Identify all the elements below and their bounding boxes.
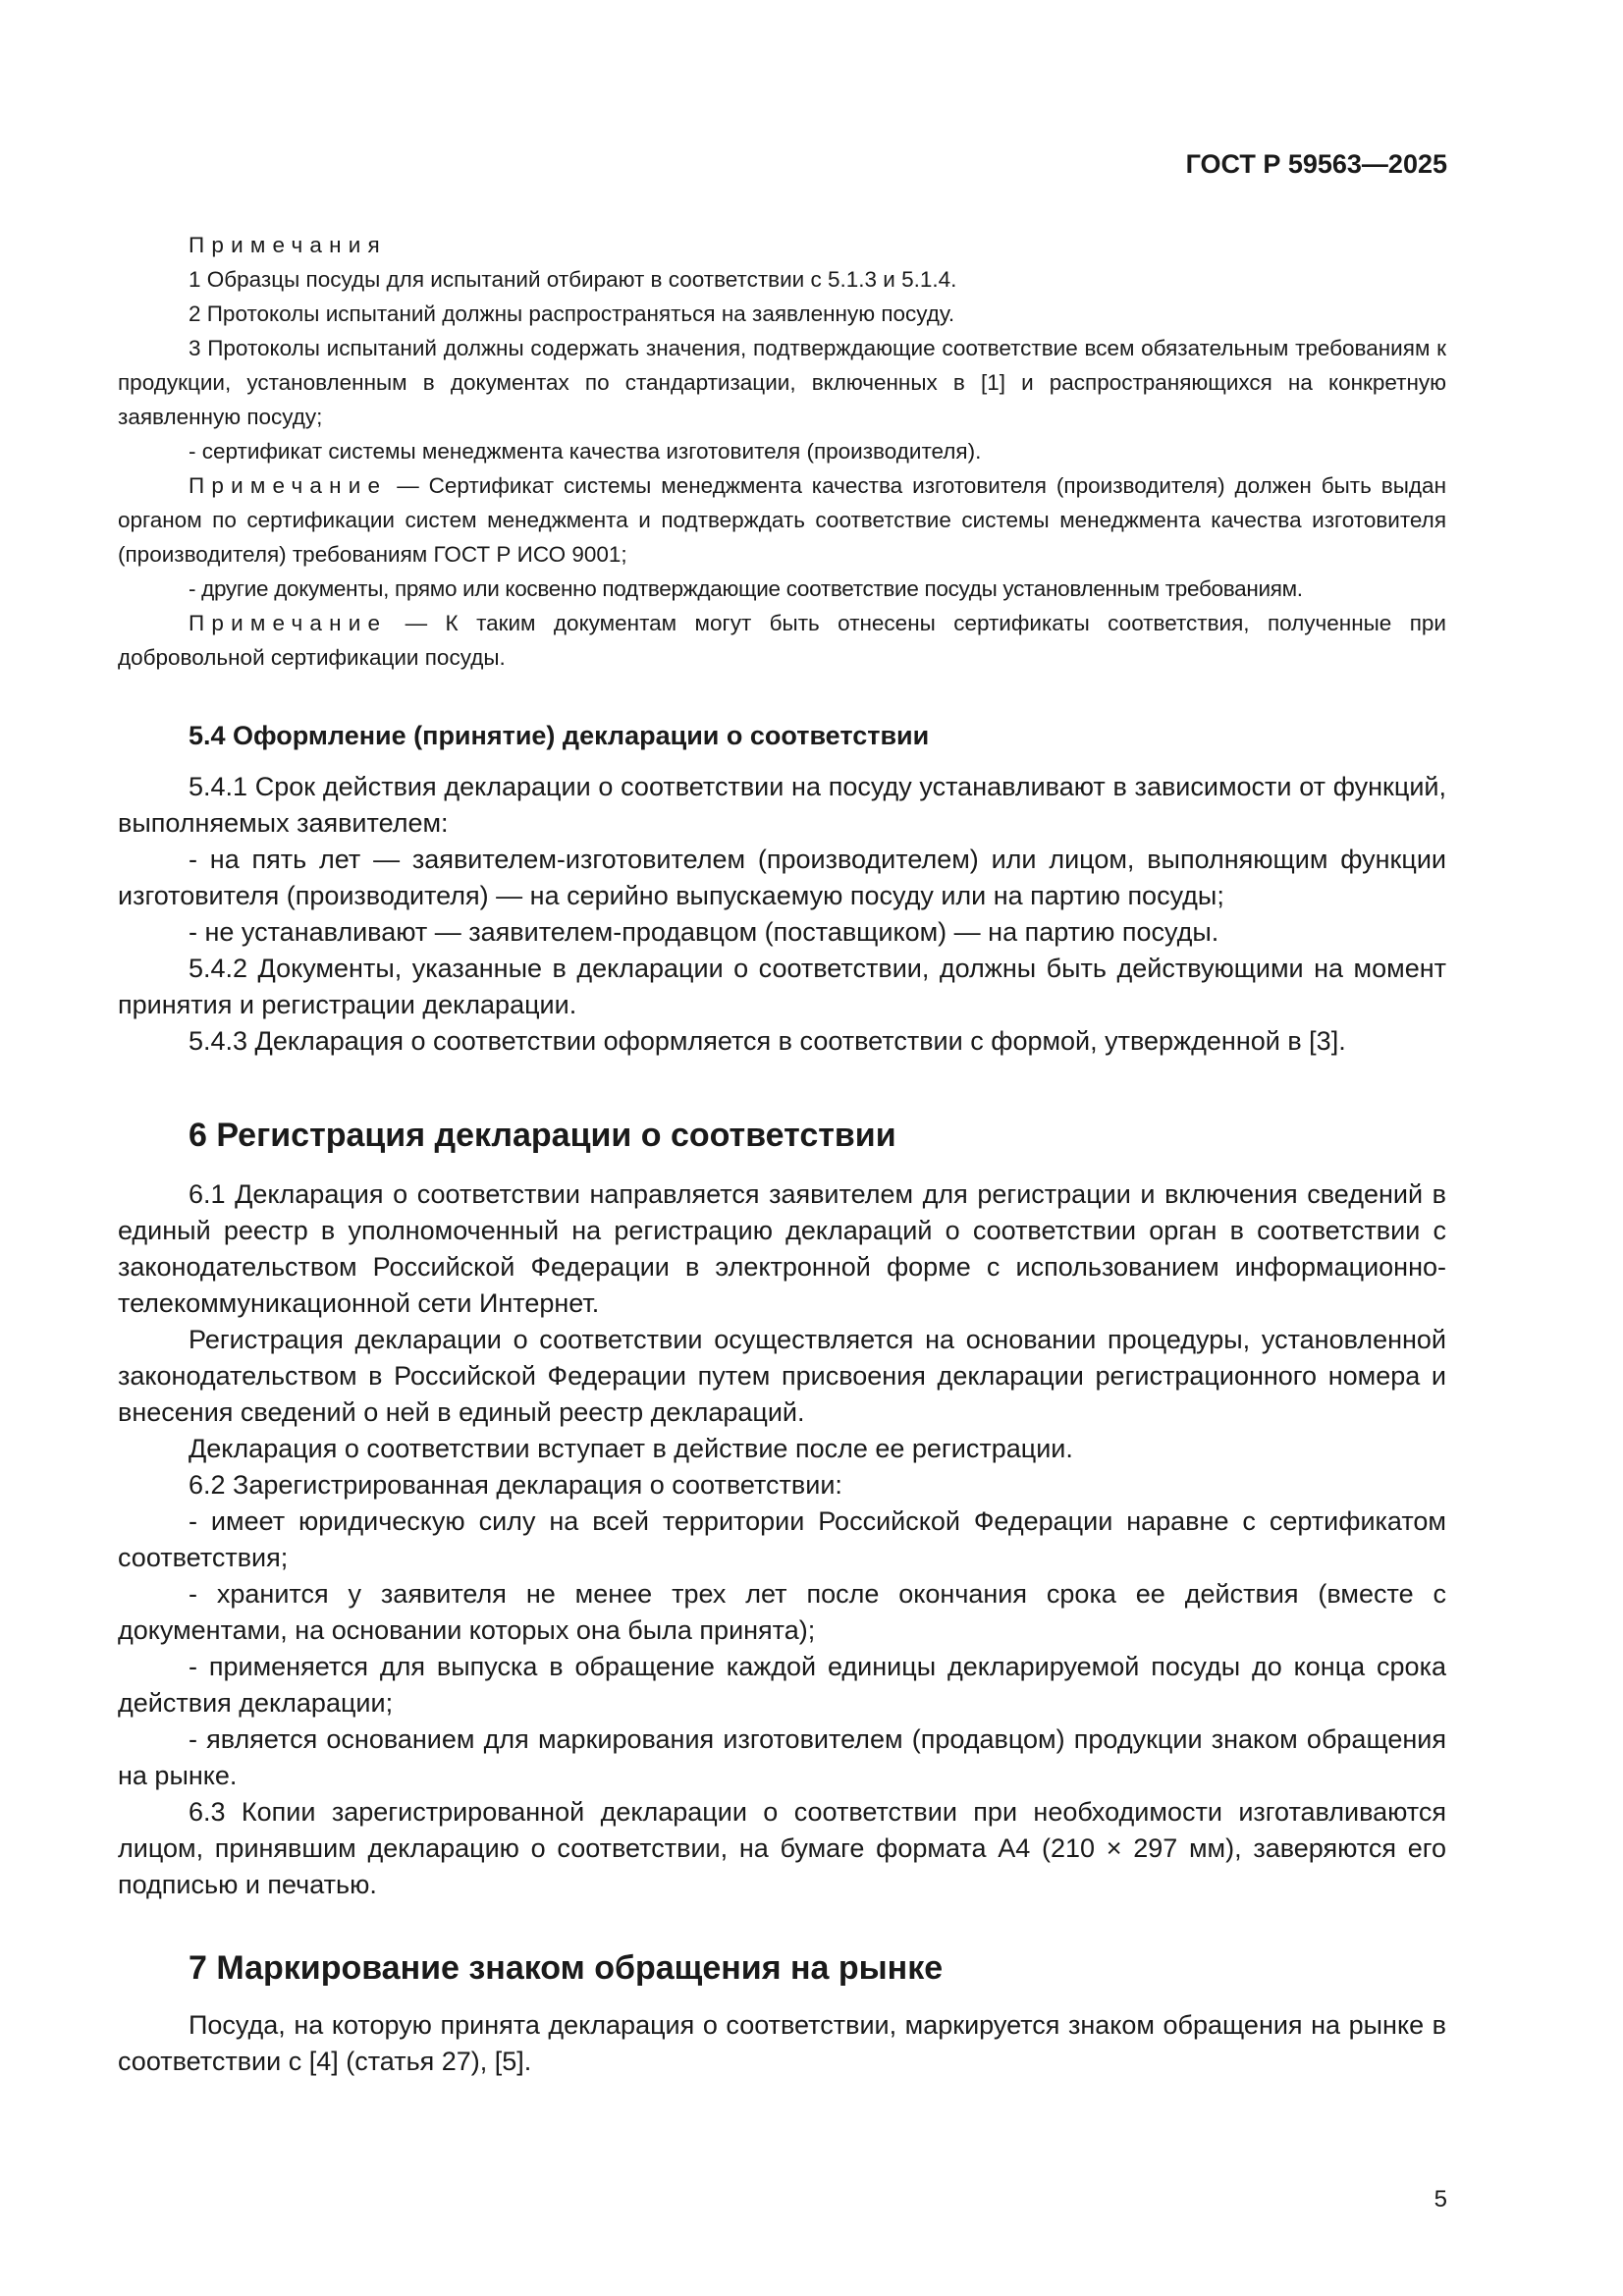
list-item-not-set: - не устанавливают — заявителем-продавцом (поставщиком) — на партию посуды. xyxy=(189,917,1219,947)
note-qms xyxy=(118,468,1446,572)
paragraph-effect: Декларация о соответствии вступает в действие после ее регистрации. xyxy=(189,1434,1073,1463)
section-7 xyxy=(118,1946,1446,2080)
paragraph-5-4-1: 5.4.1 Срок действия декларации о соответствии на посуду устанавливают в зависимости от функций, выполняемых заявителем: xyxy=(118,772,1446,838)
list-item-other-documents: - другие документы, прямо или косвенно подтверждающие соответствие посуды установленным требованиям. xyxy=(189,576,1303,601)
section-7-title: 7 Маркирование знаком обращения на рынке xyxy=(189,1949,944,1987)
notes-heading: Примечания xyxy=(189,233,387,257)
paragraph-6-3: 6.3 Копии зарегистрированной декларации о соответствии при необходимости изготавливаются лицом, принявшим декларацию о соответствии, на бумаге формата А4 (210 × 297 мм), заверяются его подписью и печатью. xyxy=(118,1797,1446,1899)
paragraph-5-4-2: 5.4.2 Документы, указанные в декларации о соответствии, должны быть действующими на момент принятия и регистрации декларации. xyxy=(118,954,1446,1019)
section-5-4 xyxy=(118,718,1446,1060)
notes-block xyxy=(118,228,1446,675)
list-item-basis: - является основанием для маркирования изготовителем (продавцом) продукции знаком обращения на рынке. xyxy=(118,1724,1446,1790)
list-item-stored: - хранится у заявителя не менее трех лет после окончания срока ее действия (вместе с документами, на основании которых она была принята); xyxy=(118,1579,1446,1645)
list-item-five-years: - на пять лет — заявителем-изготовителем (производителем) или лицом, выполняющим функции изготовителя (производителя) — на серийно выпускаемую посуду или на партию посуды; xyxy=(118,845,1446,910)
section-6 xyxy=(118,1114,1446,1903)
list-item-applied: - применяется для выпуска в обращение каждой единицы декларируемой посуды до конца срока действия декларации; xyxy=(118,1652,1446,1718)
paragraph-5-4-3: 5.4.3 Декларация о соответствии оформляется в соответствии с формой, утвержденной в [3]. xyxy=(189,1026,1346,1056)
page-number: 5 xyxy=(1434,2186,1447,2213)
section-6-title: 6 Регистрация декларации о соответствии xyxy=(189,1117,896,1154)
note-qms-text: — Сертификат системы менеджмента качества изготовителя (производителя) должен быть выдан органом по сертификации систем менеджмента и подтверждать соответствие системы менеджмента качества изготовителя (производителя) требованиям ГОСТ Р ИСО 9001; xyxy=(118,473,1446,567)
paragraph-6-1: 6.1 Декларация о соответствии направляется заявителем для регистрации и включения сведений в единый реестр в уполномоченный на регистрацию деклараций о соответствии орган в соответствии с законодательством Российской Федерации в электронной форме с использованием информационно-телекоммуникационной сети Интернет. xyxy=(118,1179,1446,1318)
paragraph-7: Посуда, на которую принята декларация о соответствии, маркируется знаком обращения на рынке в соответствии с [4] (статья 27), [5]. xyxy=(118,2010,1446,2076)
note-3: 3 Протоколы испытаний должны содержать значения, подтверждающие соответствие всем обязательным требованиям к продукции, установленным в документах по стандартизации, включенных в [1] и распространяющихся на конкретную заявленную посуду; xyxy=(118,336,1446,429)
document-code: ГОСТ Р 59563—2025 xyxy=(1185,149,1447,179)
list-item-legal-force: - имеет юридическую силу на всей территории Российской Федерации наравне с сертификатом соответствия; xyxy=(118,1506,1446,1572)
note-other xyxy=(118,606,1446,675)
paragraph-registration: Регистрация декларации о соответствии осуществляется на основании процедуры, установленной законодательством в Российской Федерации путем присвоения декларации регистрационного номера и внесения сведений о ней в единый реестр деклараций. xyxy=(118,1325,1446,1427)
list-item-qms-certificate: - сертификат системы менеджмента качества изготовителя (производителя). xyxy=(189,439,982,464)
note-label: Примечание xyxy=(189,473,388,498)
note-1: 1 Образцы посуды для испытаний отбирают в соответствии с 5.1.3 и 5.1.4. xyxy=(189,267,957,292)
note-other-text: — К таким документам могут быть отнесены сертификаты соответствия, полученные при добровольной сертификации посуды. xyxy=(118,611,1446,670)
note-2: 2 Протоколы испытаний должны распространяться на заявленную посуду. xyxy=(189,301,955,326)
paragraph-6-2: 6.2 Зарегистрированная декларация о соответствии: xyxy=(189,1470,842,1500)
section-5-4-title: 5.4 Оформление (принятие) декларации о соответствии xyxy=(189,721,930,750)
note-label: Примечание xyxy=(189,611,388,635)
